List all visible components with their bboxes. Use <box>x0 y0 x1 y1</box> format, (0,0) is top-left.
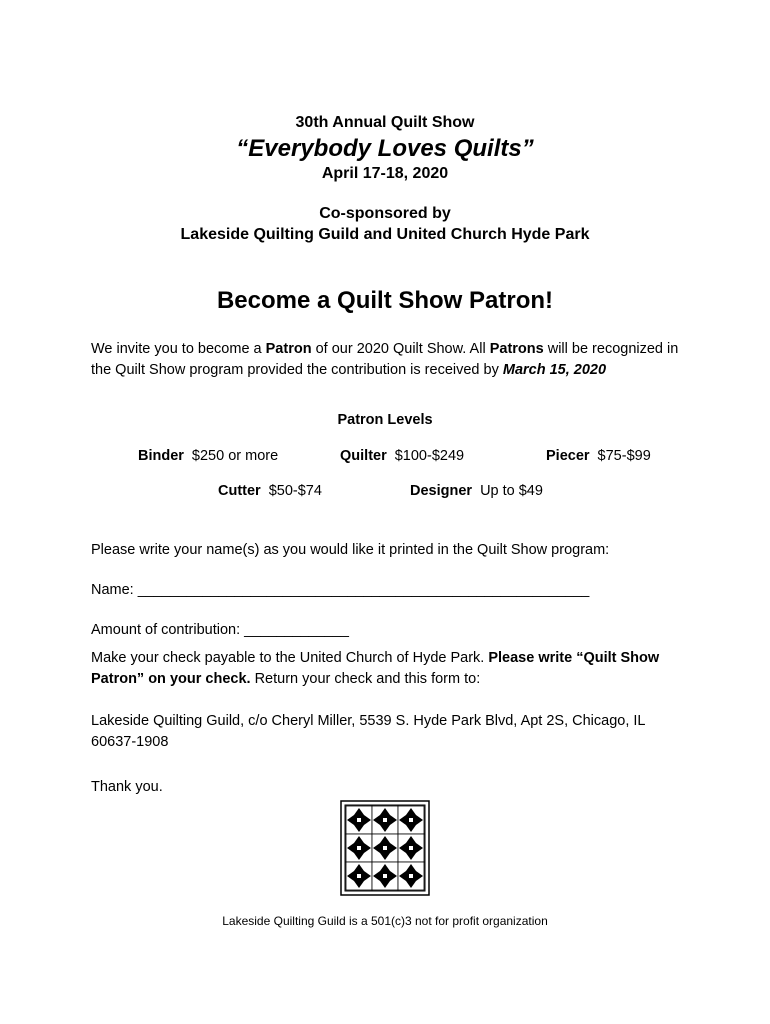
thank-you: Thank you. <box>91 779 163 795</box>
quilt-icon <box>340 800 430 896</box>
intro-paragraph <box>91 339 681 381</box>
patron-levels-title: Patron Levels <box>337 412 433 428</box>
level-cutter <box>218 483 322 499</box>
level-name: Binder <box>138 448 184 464</box>
sponsors: Lakeside Quilting Guild and United Church Hyde Park <box>180 226 590 243</box>
level-name: Piecer <box>546 448 590 464</box>
intro-text-1: We invite you to become a <box>91 341 266 357</box>
level-quilter <box>340 448 464 464</box>
level-amount: $250 or more <box>191 448 279 464</box>
level-amount: Up to $49 <box>480 483 543 499</box>
level-amount: $50-$74 <box>268 483 322 499</box>
payment-text-1: Make your check payable to the United Church of Hyde Park. <box>91 650 489 666</box>
show-dates: April 17-18, 2020 <box>321 165 449 182</box>
name-field[interactable]: ________________________________________________________ <box>137 582 590 598</box>
amount-label: Amount of contribution: <box>91 622 241 638</box>
level-name: Cutter <box>218 483 261 499</box>
show-title: 30th Annual Quilt Show <box>295 114 475 131</box>
intro-text-3: will be recognized in the Quilt Show program provided the contribution is received by <box>91 341 679 378</box>
page-heading: Become a Quilt Show Patron! <box>216 287 554 314</box>
intro-patrons: Patrons <box>489 341 544 357</box>
payment-bold: Please write “Quilt Show Patron” on your check. <box>91 650 660 687</box>
mailing-address: Lakeside Quilting Guild, c/o Cheryl Miller, 5539 S. Hyde Park Blvd, Apt 2S, Chicago, IL 60637-1908 <box>91 713 645 750</box>
cosponsored-label: Co-sponsored by <box>319 205 451 222</box>
print-instruction: Please write your name(s) as you would like it printed in the Quilt Show program: <box>91 542 610 558</box>
intro-deadline: March 15, 2020 <box>502 362 607 378</box>
show-subtitle: “Everybody Loves Quilts” <box>236 135 534 162</box>
payment-text-2: Return your check and this form to: <box>250 671 481 687</box>
intro-text-2: of our 2020 Quilt Show. All <box>311 341 490 357</box>
level-name: Quilter <box>340 448 387 464</box>
level-designer <box>410 483 543 499</box>
payment-instructions <box>91 648 691 690</box>
name-label: Name: <box>91 582 134 598</box>
level-name: Designer <box>410 483 473 499</box>
footer-note: Lakeside Quilting Guild is a 501(c)3 not for profit organization <box>222 914 548 928</box>
amount-field[interactable]: _____________ <box>244 622 349 638</box>
level-amount: $100-$249 <box>394 448 465 464</box>
name-field-row <box>91 580 589 601</box>
level-binder <box>138 448 278 464</box>
intro-patron: Patron <box>265 341 312 357</box>
level-amount: $75-$99 <box>597 448 651 464</box>
amount-field-row <box>91 620 349 641</box>
level-piecer <box>546 448 651 464</box>
